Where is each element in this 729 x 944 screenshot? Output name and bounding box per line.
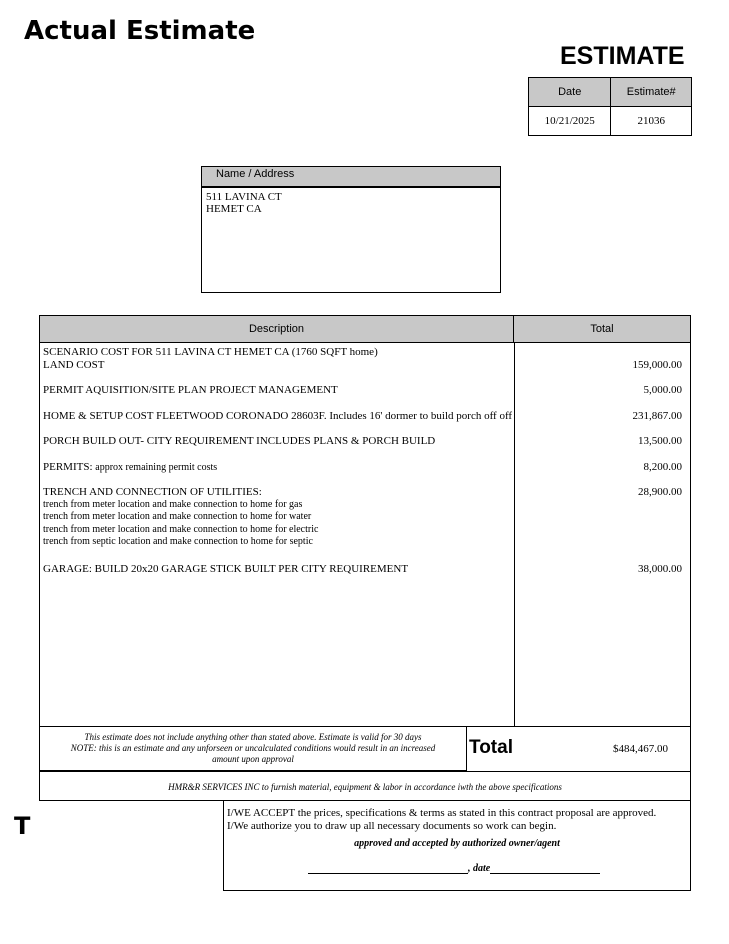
address-line-2: HEMET CA — [206, 203, 262, 215]
acceptance-text — [227, 807, 656, 833]
total-amount: $484,467.00 — [613, 743, 668, 755]
address-box — [201, 166, 501, 293]
line-item-description: HOME & SETUP COST FLEETWOOD CORONADO 28603F. Includes 16' dormer to build porch off off — [43, 410, 513, 422]
total-box-border — [690, 727, 691, 771]
line-item-amount: 8,200.00 — [643, 461, 682, 473]
line-item-label: TRENCH AND CONNECTION OF UTILITIES: — [43, 486, 262, 498]
line-item-sub-line: trench from meter location and make connection to home for electric — [43, 523, 319, 535]
acceptance-box — [223, 801, 691, 891]
line-item-description: PORCH BUILD OUT- CITY REQUIREMENT INCLUDES PLANS & PORCH BUILD — [43, 435, 436, 447]
side-mark: T — [14, 812, 31, 840]
estimate-notes — [39, 727, 467, 771]
signature-blank[interactable] — [308, 873, 468, 874]
description-column-header: Description — [40, 316, 514, 343]
signature-line[interactable] — [308, 863, 600, 874]
line-item-description — [43, 461, 513, 475]
line-item-description: GARAGE: BUILD 20x20 GARAGE STICK BUILT PER CITY REQUIREMENT — [43, 563, 409, 575]
line-item-sub-line: trench from meter location and make connection to home for gas — [43, 498, 303, 510]
page-title: Actual Estimate — [24, 16, 256, 46]
address-line-1: 511 LAVINA CT — [206, 191, 282, 203]
estimate-meta-table — [528, 77, 692, 136]
line-item-amount: 5,000.00 — [643, 384, 682, 396]
total-column-header: Total — [514, 316, 690, 343]
line-item-sub-line: trench from meter location and make connection to home for water — [43, 511, 312, 522]
acceptance-line-1: I/WE ACCEPT the prices, specifications & terms as stated in this contract proposal are approved. — [227, 807, 657, 819]
line-item-amount: 13,500.00 — [638, 435, 682, 447]
line-items-table — [39, 315, 691, 727]
line-item-amount: 28,900.00 — [638, 486, 682, 498]
address-body — [202, 188, 500, 218]
line-item-label: PERMITS: — [43, 461, 93, 473]
line-item-description: LAND COST — [43, 359, 105, 371]
document-title: ESTIMATE — [560, 42, 685, 70]
total-label: Total — [469, 737, 513, 758]
line-item-description — [43, 486, 513, 549]
line-item-sub-line: trench from septic location and make connection to home for septic — [43, 536, 313, 547]
line-item-description: SCENARIO COST FOR 511 LAVINA CT HEMET CA (1760 SQFT home) — [43, 346, 378, 358]
column-divider — [514, 343, 515, 727]
notes-line-2: NOTE: this is an estimate and any unforseen or uncalculated conditions would result in an increased — [70, 743, 436, 753]
line-item-amount: 38,000.00 — [638, 563, 682, 575]
estimate-number-value: 21036 — [611, 107, 692, 136]
services-statement: HMR&R SERVICES INC to furnish material, equipment & labor in accordance iwth the above specifications — [39, 771, 691, 801]
date-caption: , date — [468, 863, 491, 874]
date-value: 10/21/2025 — [529, 107, 611, 136]
line-item-description: PERMIT AQUISITION/SITE PLAN PROJECT MANAGEMENT — [43, 384, 338, 396]
approval-caption: approved and accepted by authorized owner/agent — [354, 838, 560, 849]
notes-line-3: amount upon approval — [212, 754, 294, 764]
estimate-number-header: Estimate# — [611, 78, 692, 107]
notes-line-1: This estimate does not include anything other than stated above. Estimate is valid for 30 days — [84, 732, 422, 742]
address-header: Name / Address — [202, 167, 500, 188]
acceptance-line-2: I/We authorize you to draw up all necessary documents so work can begin. — [227, 820, 557, 832]
line-item-amount: 159,000.00 — [632, 359, 682, 371]
line-item-sub-text: approx remaining permit costs — [95, 462, 218, 473]
date-header: Date — [529, 78, 611, 107]
date-blank[interactable] — [490, 873, 600, 874]
line-item-amount: 231,867.00 — [632, 410, 682, 422]
